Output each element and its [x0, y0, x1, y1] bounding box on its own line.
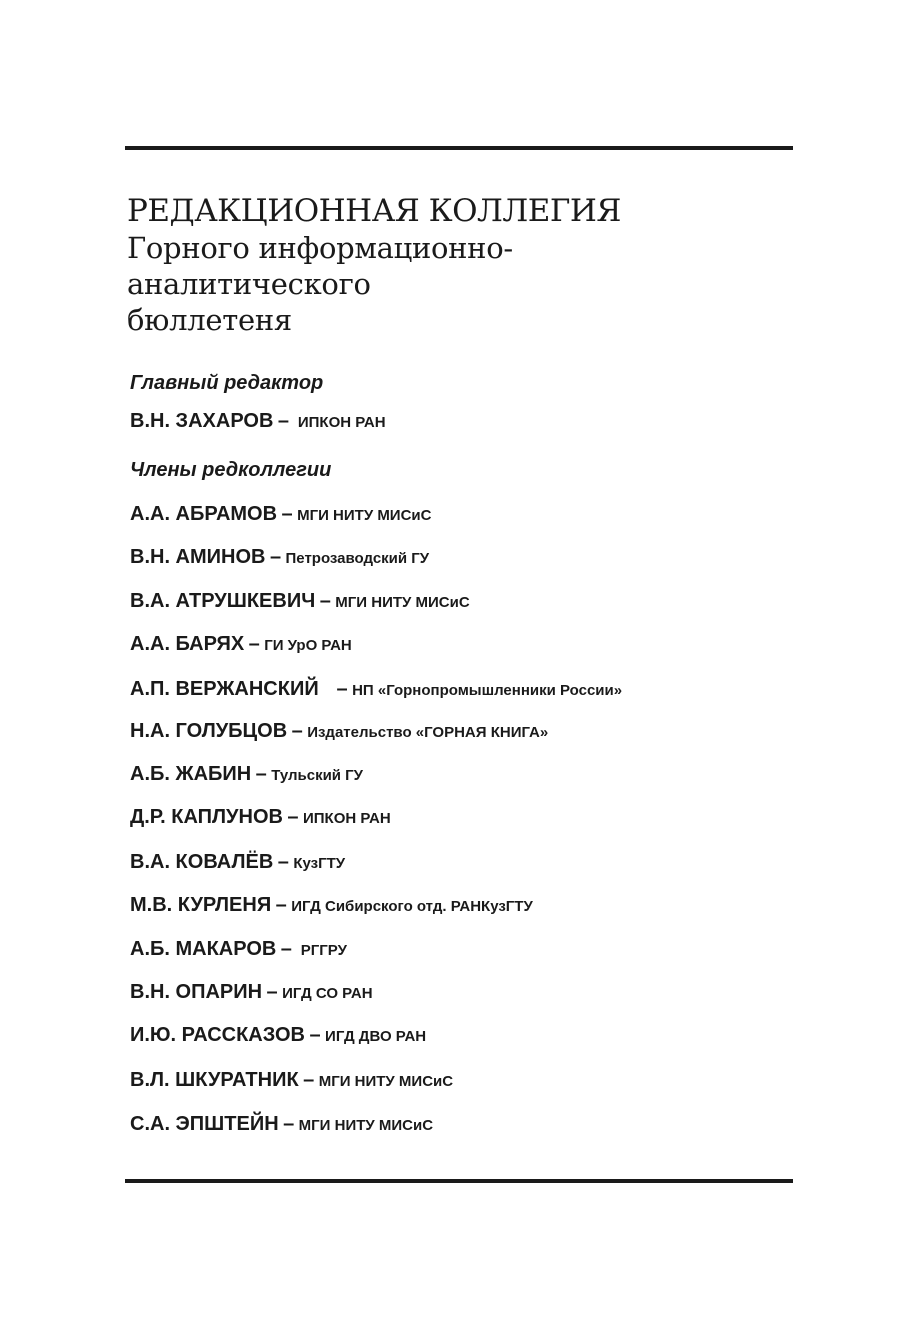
member-org: Петрозаводский ГУ [285, 550, 430, 567]
member-dash: – [280, 938, 292, 960]
member-dash: – [275, 894, 287, 916]
board-member [130, 763, 363, 786]
board-member [130, 1069, 453, 1092]
member-org: Издательство «ГОРНАЯ КНИГА» [307, 724, 549, 741]
member-dash: – [269, 546, 282, 568]
board-member [130, 851, 345, 874]
member-name: В.Н. ОПАРИН [130, 981, 263, 1003]
member-dash: – [303, 1069, 315, 1091]
board-member [130, 894, 533, 917]
member-name: Д.Р. КАПЛУНОВ [130, 806, 283, 828]
member-org: ИГД ДВО РАН [325, 1028, 427, 1045]
member-dash: – [266, 981, 278, 1003]
board-member [130, 981, 373, 1004]
member-name: А.Б. МАКАРОВ [130, 938, 277, 960]
title-block [127, 192, 787, 338]
member-org: ИПКОН РАН [302, 810, 391, 827]
editor-in-chief-entry [130, 410, 386, 433]
member-dash: – [281, 503, 293, 525]
member-name: А.Б. ЖАБИН [130, 763, 252, 785]
member-name: А.П. ВЕРЖАНСКИЙ [130, 678, 319, 700]
member-org: ИГД СО РАН [282, 985, 373, 1002]
member-dash: – [277, 851, 289, 873]
board-member [130, 503, 431, 526]
member-dash: – [291, 720, 303, 742]
member-name: В.А. КОВАЛЁВ [130, 851, 274, 873]
member-org: РГГРУ [300, 942, 347, 959]
subtitle-line-2: аналитического [127, 267, 371, 301]
board-member [130, 1113, 433, 1136]
board-member [130, 590, 470, 613]
member-dash: – [277, 410, 289, 432]
member-dash: – [283, 1113, 295, 1135]
subtitle-line-3: бюллетеня [127, 303, 292, 337]
member-name: В.Н. ЗАХАРОВ [130, 410, 274, 432]
member-org: МГИ НИТУ МИСиС [297, 507, 432, 524]
member-name: В.Л. ШКУРАТНИК [130, 1069, 299, 1091]
member-org: ИПКОН РАН [297, 414, 386, 431]
member-org: Тульский ГУ [271, 767, 364, 784]
member-org: КузГТУ [293, 855, 346, 872]
top-rule [125, 146, 793, 150]
member-dash: – [248, 633, 260, 655]
board-member [130, 546, 429, 569]
member-name: М.В. КУРЛЕНЯ [130, 894, 272, 916]
member-org: МГИ НИТУ МИСиС [318, 1073, 454, 1090]
member-name: А.А. АБРАМОВ [130, 503, 278, 525]
member-org: НП «Горнопромышленники России» [352, 682, 623, 699]
member-name: А.А. БАРЯХ [130, 633, 245, 655]
member-dash: – [319, 590, 331, 612]
board-heading: Члены редколлегии [130, 459, 332, 481]
member-name: С.А. ЭПШТЕЙН [130, 1113, 279, 1135]
subtitle-line-1: Горного информационно- [127, 231, 513, 265]
member-dash: – [287, 806, 299, 828]
page-title: РЕДАКЦИОННАЯ КОЛЛЕГИЯ [127, 193, 621, 229]
member-dash: – [336, 678, 348, 700]
bottom-rule [125, 1179, 793, 1183]
board-member [130, 806, 391, 829]
member-org: МГИ НИТУ МИСиС [335, 594, 470, 611]
board-member [130, 938, 347, 961]
editor-in-chief-heading: Главный редактор [130, 372, 324, 394]
member-name: И.Ю. РАССКАЗОВ [130, 1024, 305, 1046]
member-dash: – [309, 1024, 321, 1046]
member-org: ГИ УрО РАН [264, 637, 352, 654]
board-member [130, 1024, 426, 1047]
member-name: В.Н. АМИНОВ [130, 546, 266, 568]
board-member [130, 633, 352, 656]
member-dash: – [255, 763, 267, 785]
member-org: ИГД Сибирского отд. РАНКузГТУ [291, 898, 533, 915]
board-member [130, 678, 622, 701]
member-org: МГИ НИТУ МИСиС [298, 1117, 434, 1134]
member-name: В.А. АТРУШКЕВИЧ [130, 590, 316, 612]
board-member [130, 720, 548, 743]
member-name: Н.А. ГОЛУБЦОВ [130, 720, 288, 742]
